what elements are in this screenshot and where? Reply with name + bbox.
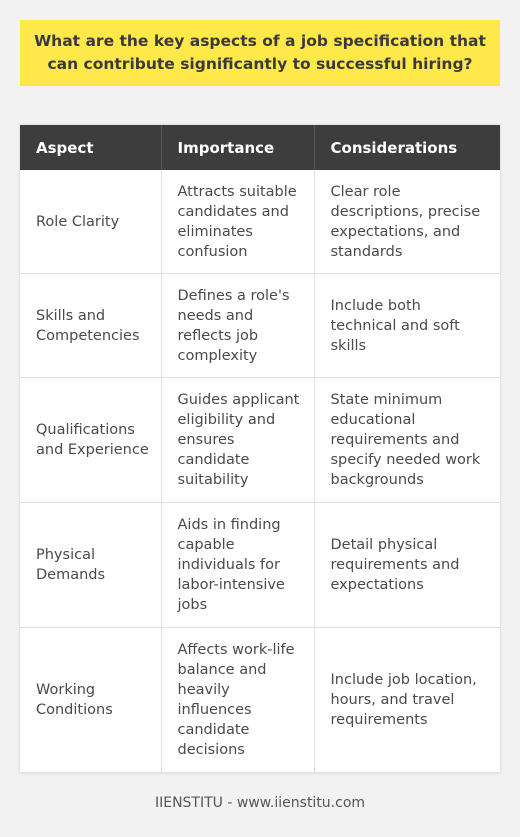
aspects-table (20, 125, 500, 773)
cell-aspect (20, 628, 161, 773)
cell-considerations (314, 170, 500, 274)
aspect-text: Physical Demands (36, 547, 106, 583)
cell-aspect (20, 503, 161, 628)
cell-importance (161, 628, 314, 773)
table-row (20, 503, 500, 628)
importance-text: Affects work-life balance and heavily influences candidate decisions (177, 642, 295, 758)
cell-considerations (314, 274, 500, 378)
aspect-text: Skills and Competencies (36, 307, 140, 344)
table-row (20, 378, 500, 503)
cell-importance (161, 274, 314, 378)
cell-considerations (314, 503, 500, 628)
cell-considerations (314, 378, 500, 503)
table-row (20, 170, 500, 274)
aspect-text: Working Conditions (36, 682, 113, 718)
cell-aspect (20, 274, 161, 378)
importance-text: Guides applicant eligibility and ensures candidate suitability (177, 392, 300, 488)
header-importance: Importance (161, 125, 314, 170)
importance-text: Defines a role's needs and reflects job complexity (177, 287, 290, 364)
considerations-text: Include both technical and soft skills (330, 297, 460, 354)
considerations-text: Detail physical requirements and expectations (330, 537, 460, 593)
aspect-text: Qualifications and Experience (36, 422, 149, 458)
question-banner (20, 20, 500, 86)
importance-text: Aids in finding capable individuals for labor-intensive jobs (177, 517, 285, 613)
considerations-text: Clear role descriptions, precise expectations, and standards (330, 183, 481, 260)
aspect-text: Role Clarity (36, 213, 120, 230)
considerations-text: State minimum educational requirements and specify needed work backgrounds (330, 392, 481, 488)
cell-importance (161, 170, 314, 274)
table-row (20, 274, 500, 378)
header-aspect: Aspect (20, 125, 161, 170)
table-row (20, 628, 500, 773)
importance-text: Attracts suitable candidates and eliminates confusion (177, 183, 297, 260)
header-considerations: Considerations (314, 125, 500, 170)
aspects-table-container (20, 125, 500, 773)
table-header-row (20, 125, 500, 170)
cell-importance (161, 378, 314, 503)
cell-aspect (20, 378, 161, 503)
cell-importance (161, 503, 314, 628)
cell-aspect (20, 170, 161, 274)
cell-considerations (314, 628, 500, 773)
considerations-text: Include job location, hours, and travel requirements (330, 672, 477, 728)
footer-credit: IIENSTITU - www.iienstitu.com (154, 795, 366, 811)
question-text: What are the key aspects of a job specification that can contribute significantly to successful hiring? (34, 32, 486, 73)
